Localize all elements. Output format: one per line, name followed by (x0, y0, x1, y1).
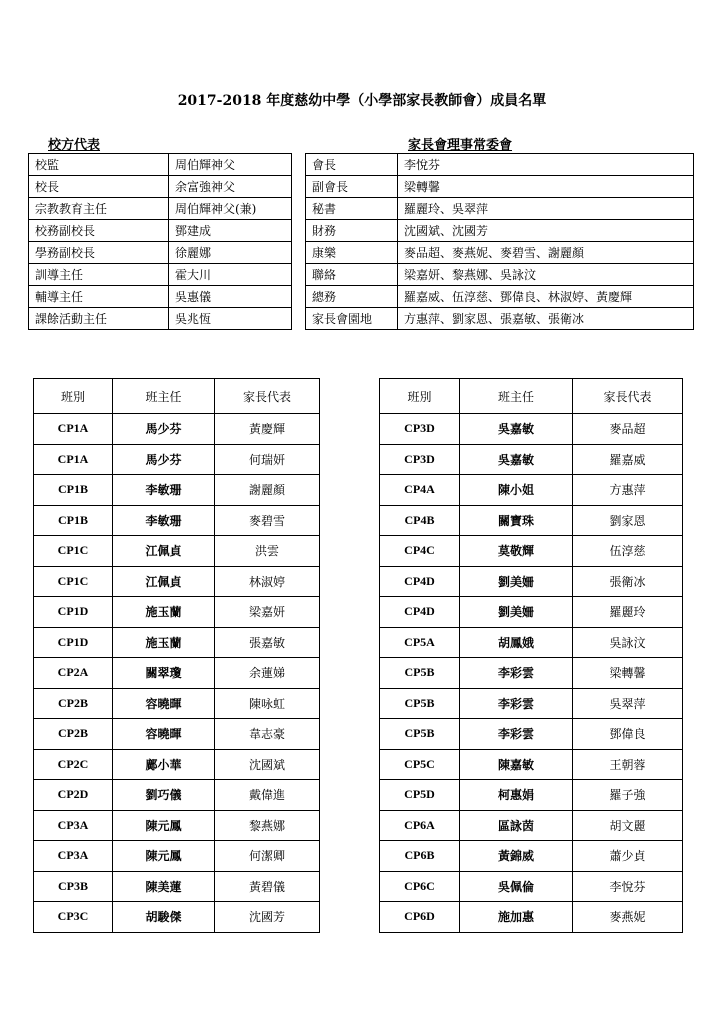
header-parent: 家長代表 (573, 379, 683, 414)
role-cell: 宗教教育主任 (29, 198, 169, 220)
table-row (34, 536, 320, 567)
table-row (29, 154, 292, 176)
parent-cell: 沈國芳 (215, 902, 320, 933)
table-row (306, 286, 694, 308)
teacher-cell: 李敏珊 (113, 505, 215, 536)
parent-cell: 吳翠萍 (573, 688, 683, 719)
class-cell: CP5C (380, 749, 460, 780)
class-cell: CP3B (34, 871, 113, 902)
teacher-cell: 馬少芬 (113, 444, 215, 475)
teacher-cell: 劉美姍 (460, 566, 573, 597)
parent-cell: 林淑婷 (215, 566, 320, 597)
parent-cell: 戴偉進 (215, 780, 320, 811)
header-teacher: 班主任 (460, 379, 573, 414)
teacher-cell: 陳美蓮 (113, 871, 215, 902)
name-cell: 鄧建成 (169, 220, 292, 242)
class-cell: CP4D (380, 597, 460, 628)
header-parent: 家長代表 (215, 379, 320, 414)
class-cell: CP5B (380, 719, 460, 750)
teacher-cell: 施加惠 (460, 902, 573, 933)
table-row (34, 902, 320, 933)
class-cell: CP3D (380, 444, 460, 475)
parent-cell: 黃碧儀 (215, 871, 320, 902)
table-row (380, 749, 683, 780)
table-row (380, 871, 683, 902)
table-row (34, 810, 320, 841)
parent-cell: 羅子強 (573, 780, 683, 811)
table-row (34, 688, 320, 719)
parent-cell: 方惠萍 (573, 475, 683, 506)
class-cell: CP3A (34, 810, 113, 841)
name-cell: 羅麗玲、吳翠萍 (398, 198, 694, 220)
table-row (306, 308, 694, 330)
class-cell: CP1A (34, 444, 113, 475)
teacher-cell: 陳小姐 (460, 475, 573, 506)
teacher-cell: 馬少芬 (113, 414, 215, 445)
table-row (29, 286, 292, 308)
table-row (29, 220, 292, 242)
class-cell: CP1D (34, 597, 113, 628)
header-class: 班別 (380, 379, 460, 414)
role-cell: 副會長 (306, 176, 398, 198)
table-row (34, 627, 320, 658)
table-row (34, 566, 320, 597)
name-cell: 李悅芬 (398, 154, 694, 176)
table-row (380, 688, 683, 719)
teacher-cell: 區詠茵 (460, 810, 573, 841)
header-class: 班別 (34, 379, 113, 414)
name-cell: 霍大川 (169, 264, 292, 286)
table-row (34, 749, 320, 780)
teacher-cell: 陳嘉敏 (460, 749, 573, 780)
table-row (306, 264, 694, 286)
role-cell: 康樂 (306, 242, 398, 264)
table-row (380, 719, 683, 750)
class-cell: CP2B (34, 719, 113, 750)
table-row (34, 444, 320, 475)
table-row (34, 597, 320, 628)
teacher-cell: 李彩雲 (460, 719, 573, 750)
class-cell: CP6A (380, 810, 460, 841)
class-cell: CP6D (380, 902, 460, 933)
school-representatives-table (28, 153, 292, 330)
name-cell: 梁轉馨 (398, 176, 694, 198)
table-row (380, 475, 683, 506)
teacher-cell: 李敏珊 (113, 475, 215, 506)
name-cell: 徐麗娜 (169, 242, 292, 264)
parent-section-heading: 家長會理事常委會 (408, 138, 513, 153)
name-cell: 沈國斌、沈國芳 (398, 220, 694, 242)
table-row (380, 414, 683, 445)
teacher-cell: 莫敬輝 (460, 536, 573, 567)
table-row (34, 780, 320, 811)
table-row (380, 444, 683, 475)
class-cell: CP3D (380, 414, 460, 445)
name-cell: 吳兆恆 (169, 308, 292, 330)
class-cell: CP6B (380, 841, 460, 872)
table-row (34, 475, 320, 506)
class-cell: CP4B (380, 505, 460, 536)
parent-cell: 鄧偉良 (573, 719, 683, 750)
table-row (29, 176, 292, 198)
parent-cell: 蕭少貞 (573, 841, 683, 872)
table-row (380, 902, 683, 933)
role-cell: 校長 (29, 176, 169, 198)
table-row (29, 242, 292, 264)
role-cell: 校監 (29, 154, 169, 176)
table-row (380, 841, 683, 872)
class-cell: CP1A (34, 414, 113, 445)
teacher-cell: 吳嘉敏 (460, 414, 573, 445)
table-row (34, 841, 320, 872)
name-cell: 周伯輝神父(兼) (169, 198, 292, 220)
parent-cell: 黃慶輝 (215, 414, 320, 445)
parent-cell: 吳詠汶 (573, 627, 683, 658)
role-cell: 會長 (306, 154, 398, 176)
parent-cell: 沈國斌 (215, 749, 320, 780)
teacher-cell: 容曉暉 (113, 688, 215, 719)
class-cell: CP1C (34, 566, 113, 597)
table-row (34, 414, 320, 445)
parent-cell: 梁轉馨 (573, 658, 683, 689)
teacher-cell: 吳佩倫 (460, 871, 573, 902)
table-row (380, 810, 683, 841)
table-row (380, 780, 683, 811)
parent-cell: 何潔卿 (215, 841, 320, 872)
class-cell: CP5B (380, 688, 460, 719)
role-cell: 課餘活動主任 (29, 308, 169, 330)
table-row (380, 566, 683, 597)
parent-cell: 麥品超 (573, 414, 683, 445)
role-cell: 校務副校長 (29, 220, 169, 242)
teacher-cell: 李彩雲 (460, 688, 573, 719)
parent-cell: 羅嘉威 (573, 444, 683, 475)
table-row (306, 220, 694, 242)
parent-cell: 韋志豪 (215, 719, 320, 750)
class-cell: CP5A (380, 627, 460, 658)
teacher-cell: 陳元鳳 (113, 810, 215, 841)
class-cell: CP1B (34, 475, 113, 506)
parent-cell: 麥燕妮 (573, 902, 683, 933)
name-cell: 余富強神父 (169, 176, 292, 198)
parent-committee-table (305, 153, 694, 330)
header-teacher: 班主任 (113, 379, 215, 414)
table-row (380, 536, 683, 567)
class-cell: CP4D (380, 566, 460, 597)
class-cell: CP2C (34, 749, 113, 780)
table-row (34, 719, 320, 750)
table-header-row (380, 379, 683, 414)
teacher-cell: 施玉蘭 (113, 597, 215, 628)
table-row (306, 198, 694, 220)
parent-cell: 洪雲 (215, 536, 320, 567)
role-cell: 輔導主任 (29, 286, 169, 308)
table-row (380, 597, 683, 628)
parent-cell: 陳咏虹 (215, 688, 320, 719)
table-row (306, 242, 694, 264)
table-row (29, 308, 292, 330)
parent-cell: 何瑞妍 (215, 444, 320, 475)
teacher-cell: 江佩貞 (113, 566, 215, 597)
table-row (34, 658, 320, 689)
class-table-right (379, 378, 683, 933)
teacher-cell: 關寶珠 (460, 505, 573, 536)
parent-cell: 張衛冰 (573, 566, 683, 597)
class-cell: CP2A (34, 658, 113, 689)
parent-cell: 劉家恩 (573, 505, 683, 536)
teacher-cell: 鄺小華 (113, 749, 215, 780)
table-row (29, 264, 292, 286)
table-row (380, 658, 683, 689)
class-cell: CP5D (380, 780, 460, 811)
class-cell: CP2D (34, 780, 113, 811)
role-cell: 聯絡 (306, 264, 398, 286)
table-row (34, 871, 320, 902)
class-cell: CP1D (34, 627, 113, 658)
teacher-cell: 容曉暉 (113, 719, 215, 750)
parent-cell: 梁嘉妍 (215, 597, 320, 628)
class-cell: CP5B (380, 658, 460, 689)
class-cell: CP2B (34, 688, 113, 719)
class-cell: CP4A (380, 475, 460, 506)
table-row (306, 176, 694, 198)
name-cell: 吳惠儀 (169, 286, 292, 308)
parent-cell: 羅麗玲 (573, 597, 683, 628)
table-header-row (34, 379, 320, 414)
class-cell: CP4C (380, 536, 460, 567)
table-row (29, 198, 292, 220)
name-cell: 周伯輝神父 (169, 154, 292, 176)
class-table-left (33, 378, 320, 933)
class-cell: CP3A (34, 841, 113, 872)
table-row (380, 627, 683, 658)
parent-cell: 伍淳慈 (573, 536, 683, 567)
role-cell: 訓導主任 (29, 264, 169, 286)
parent-cell: 麥碧雪 (215, 505, 320, 536)
teacher-cell: 柯惠娟 (460, 780, 573, 811)
teacher-cell: 江佩貞 (113, 536, 215, 567)
parent-cell: 余蓮娣 (215, 658, 320, 689)
teacher-cell: 劉美姍 (460, 597, 573, 628)
table-row (380, 505, 683, 536)
teacher-cell: 吳嘉敏 (460, 444, 573, 475)
parent-cell: 黎燕娜 (215, 810, 320, 841)
teacher-cell: 陳元鳳 (113, 841, 215, 872)
teacher-cell: 胡駿傑 (113, 902, 215, 933)
parent-cell: 胡文麗 (573, 810, 683, 841)
parent-cell: 張嘉敏 (215, 627, 320, 658)
parent-cell: 謝麗顏 (215, 475, 320, 506)
teacher-cell: 李彩雲 (460, 658, 573, 689)
parent-cell: 李悅芬 (573, 871, 683, 902)
class-cell: CP6C (380, 871, 460, 902)
role-cell: 家長會園地 (306, 308, 398, 330)
teacher-cell: 黃錦威 (460, 841, 573, 872)
class-cell: CP1C (34, 536, 113, 567)
name-cell: 麥品超、麥燕妮、麥碧雪、謝麗顏 (398, 242, 694, 264)
school-section-heading: 校方代表 (48, 138, 101, 153)
teacher-cell: 胡鳳娥 (460, 627, 573, 658)
class-cell: CP1B (34, 505, 113, 536)
table-row (306, 154, 694, 176)
role-cell: 總務 (306, 286, 398, 308)
class-cell: CP3C (34, 902, 113, 933)
role-cell: 學務副校長 (29, 242, 169, 264)
teacher-cell: 關翠瓊 (113, 658, 215, 689)
page-title: 2017-2018 年度慈幼中學（小學部家長教師會）成員名單 (177, 93, 547, 109)
name-cell: 梁嘉妍、黎燕娜、吳詠汶 (398, 264, 694, 286)
teacher-cell: 劉巧儀 (113, 780, 215, 811)
role-cell: 秘書 (306, 198, 398, 220)
role-cell: 財務 (306, 220, 398, 242)
teacher-cell: 施玉蘭 (113, 627, 215, 658)
name-cell: 羅嘉威、伍淳慈、鄧偉良、林淑婷、黃慶輝 (398, 286, 694, 308)
table-row (34, 505, 320, 536)
name-cell: 方惠萍、劉家恩、張嘉敏、張衛冰 (398, 308, 694, 330)
parent-cell: 王朝蓉 (573, 749, 683, 780)
